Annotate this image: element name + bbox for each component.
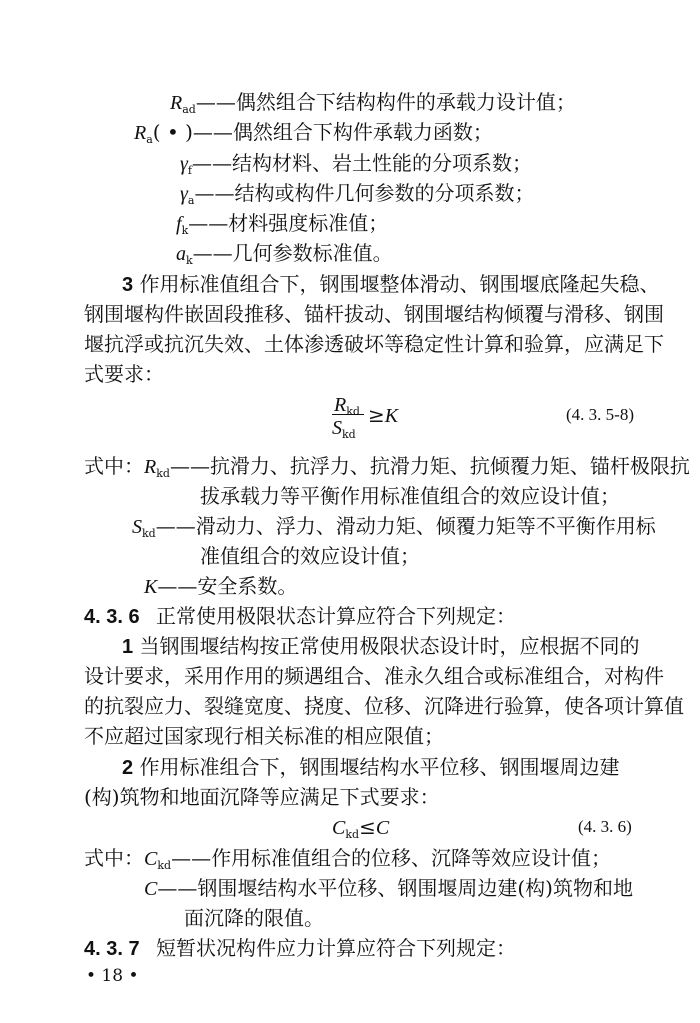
item2-number: 2	[122, 757, 134, 779]
where1-rkd-cont: 拔承载力等平衡作用标准值组合的效应设计值；	[200, 484, 620, 508]
item3-line-1: 3 作用标准值组合下，钢围堰整体滑动、钢围堰底隆起失稳、	[122, 272, 660, 296]
equation-number-4-3-6: (4. 3. 6)	[578, 817, 632, 836]
equation-4-3-6: $C_{kd}\le C$	[332, 815, 390, 841]
item1-line-2: 设计要求，采用作用的频遇组合、准永久组合或标准组合，对构件	[84, 664, 664, 688]
def-rad: $R_{ad}——$偶然组合下结构构件的承载力设计值；	[170, 90, 576, 116]
item3-line-2: 钢围堰构件嵌固段推移、锚杆拔动、钢围堰结构倾覆与滑移、钢围	[84, 302, 664, 326]
where2-c-cont: 面沉降的限值。	[184, 906, 324, 930]
where1-rkd: 式中：$R_{kd}——$抗滑力、抗浮力、抗滑力矩、抗倾覆力矩、锚杆极限抗	[84, 454, 690, 480]
equation-relation: ≥K	[368, 403, 399, 427]
item3-line-3: 堰抗浮或抗沉失效、土体渗透破坏等稳定性计算和验算，应满足下	[84, 332, 664, 356]
section-4-3-6-heading: 4. 3. 6 正常使用极限状态计算应符合下列规定：	[84, 604, 516, 628]
where2-c: C——钢围堰结构水平位移、钢围堰周边建(构)筑物和地	[144, 876, 633, 900]
item1-number: 1	[122, 636, 134, 658]
item2-line-1: 2 作用标准组合下，钢围堰结构水平位移、钢围堰周边建	[122, 755, 620, 779]
where1-k: K——安全系数。	[144, 574, 298, 598]
where1-skd: $S_{kd}——$滑动力、浮力、滑动力矩、倾覆力矩等不平衡作用标	[132, 514, 656, 540]
section-4-3-7-heading: 4. 3. 7 短暂状况构件应力计算应符合下列规定：	[84, 936, 516, 960]
page-number: • 18 •	[86, 966, 139, 986]
def-ra-function: $R_a$( • )——偶然组合下构件承载力函数；	[134, 120, 493, 146]
item3-line-4: 式要求：	[84, 362, 164, 386]
def-gamma-a: $\gamma_a——$结构或构件几何参数的分项系数；	[180, 181, 535, 207]
section-4-3-7-number: 4. 3. 7	[84, 938, 140, 960]
def-gamma-f: $\gamma_f——$结构材料、岩土性能的分项系数；	[180, 151, 532, 177]
equation-fraction: $R_{kd}$ $S_{kd}$	[332, 392, 372, 442]
item3-number: 3	[122, 274, 134, 296]
section-4-3-6-number: 4. 3. 6	[84, 606, 140, 628]
item2-line-2: (构)筑物和地面沉降等应满足下式要求：	[84, 785, 440, 809]
item1-line-1: 1 当钢围堰结构按正常使用极限状态设计时，应根据不同的	[122, 634, 640, 658]
equation-number-4-3-5-8: (4. 3. 5-8)	[566, 405, 634, 424]
item1-line-4: 不应超过国家现行相关标准的相应限值；	[84, 724, 444, 748]
def-ak: $a_k——$几何参数标准值。	[176, 241, 393, 267]
item1-line-3: 的抗裂应力、裂缝宽度、挠度、位移、沉降进行验算，使各项计算值	[84, 694, 684, 718]
where1-skd-cont: 准值组合的效应设计值；	[200, 544, 420, 568]
def-fk: $f_k——$材料强度标准值；	[176, 211, 389, 237]
where2-ckd: 式中：$C_{kd}——$作用标准值组合的位移、沉降等效应设计值；	[84, 846, 612, 872]
